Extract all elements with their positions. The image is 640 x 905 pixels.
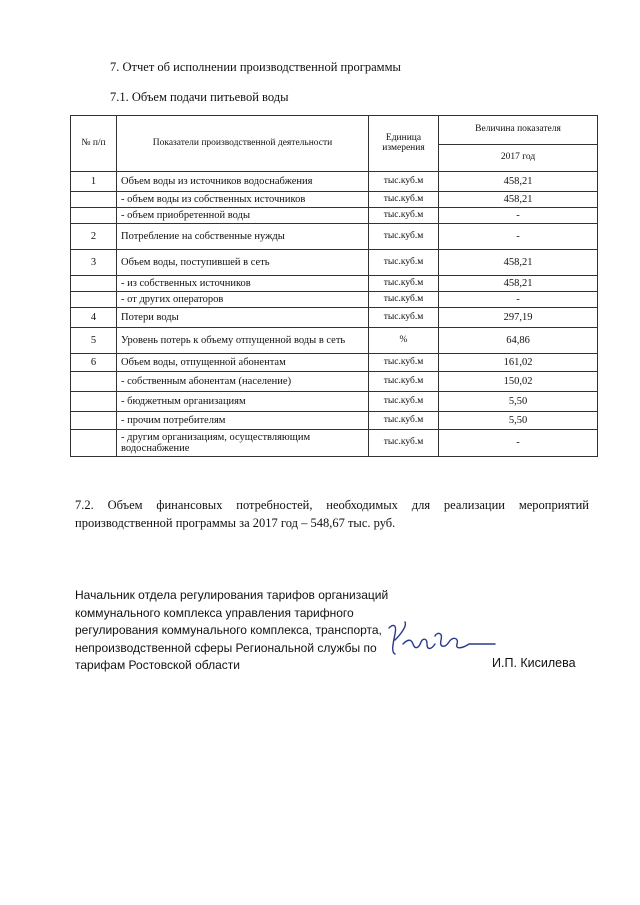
row-unit: тыс.куб.м — [369, 354, 439, 372]
header-year: 2017 год — [439, 145, 598, 172]
row-indicator: - объем воды из собственных источников — [117, 192, 369, 208]
row-num — [71, 372, 117, 392]
subsection-title: 7.1. Объем подачи питьевой воды — [110, 90, 289, 104]
header-value-group: Величина показателя — [439, 116, 598, 145]
row-indicator: - бюджетным организациям — [117, 392, 369, 412]
table-row — [71, 208, 598, 224]
table-row — [71, 250, 598, 276]
signature-position — [75, 587, 405, 675]
header-unit: Единица измерения — [369, 116, 439, 172]
row-num — [71, 192, 117, 208]
row-unit: тыс.куб.м — [369, 292, 439, 308]
position-line: тарифам Ростовской области — [75, 658, 240, 672]
row-unit: тыс.куб.м — [369, 276, 439, 292]
row-value: 5,50 — [439, 392, 598, 412]
position-line: регулирования коммунального комплекса, транспорта, — [75, 623, 382, 637]
row-value: 458,21 — [439, 250, 598, 276]
row-num — [71, 208, 117, 224]
row-num: 4 — [71, 308, 117, 328]
row-value: - — [439, 430, 598, 457]
handwritten-signature — [383, 614, 503, 662]
table-row — [71, 308, 598, 328]
row-num: 5 — [71, 328, 117, 354]
row-indicator: - из собственных источников — [117, 276, 369, 292]
header-indicator: Показатели производственной деятельности — [117, 116, 369, 172]
signatory-name: И.П. Кисилева — [492, 656, 576, 670]
position-line: непроизводственной сферы Региональной службы по — [75, 640, 377, 655]
table-row — [71, 276, 598, 292]
table-row — [71, 392, 598, 412]
table-row — [71, 430, 598, 457]
row-unit: тыс.куб.м — [369, 192, 439, 208]
water-supply-table — [70, 115, 598, 457]
row-value: 458,21 — [439, 276, 598, 292]
table-row — [71, 192, 598, 208]
row-indicator: - собственным абонентам (население) — [117, 372, 369, 392]
row-value: 458,21 — [439, 172, 598, 192]
row-indicator: Объем воды из источников водоснабжения — [117, 172, 369, 192]
row-num: 1 — [71, 172, 117, 192]
table-row — [71, 354, 598, 372]
row-num: 2 — [71, 224, 117, 250]
row-indicator: Объем воды, отпущенной абонентам — [117, 354, 369, 372]
row-unit: тыс.куб.м — [369, 172, 439, 192]
row-unit: тыс.куб.м — [369, 250, 439, 276]
row-unit: тыс.куб.м — [369, 308, 439, 328]
row-num — [71, 412, 117, 430]
row-unit: тыс.куб.м — [369, 412, 439, 430]
header-num: № п/п — [71, 116, 117, 172]
row-indicator: Потери воды — [117, 308, 369, 328]
row-num — [71, 430, 117, 457]
row-unit: тыс.куб.м — [369, 372, 439, 392]
section-title: 7. Отчет об исполнении производственной программы — [110, 60, 401, 74]
row-num: 3 — [71, 250, 117, 276]
row-unit: тыс.куб.м — [369, 224, 439, 250]
row-num: 6 — [71, 354, 117, 372]
financial-requirements-text: 7.2. Объем финансовых потребностей, необходимых для реализации мероприятий производственной программы за 2017 год – 548,67 тыс. руб. — [75, 498, 589, 530]
row-indicator: Объем воды, поступившей в сеть — [117, 250, 369, 276]
row-value: 5,50 — [439, 412, 598, 430]
row-num — [71, 276, 117, 292]
row-unit: тыс.куб.м — [369, 392, 439, 412]
row-unit: % — [369, 328, 439, 354]
row-value: 64,86 — [439, 328, 598, 354]
row-indicator: Уровень потерь к объему отпущенной воды в сеть — [117, 328, 369, 354]
table-row — [71, 292, 598, 308]
position-line: Начальник отдела регулирования тарифов организаций — [75, 588, 389, 602]
row-value: - — [439, 208, 598, 224]
row-value: - — [439, 224, 598, 250]
row-value: 297,19 — [439, 308, 598, 328]
row-unit: тыс.куб.м — [369, 430, 439, 457]
table-row — [71, 224, 598, 250]
row-value: 150,02 — [439, 372, 598, 392]
row-value: 458,21 — [439, 192, 598, 208]
row-indicator: - от других операторов — [117, 292, 369, 308]
row-value: 161,02 — [439, 354, 598, 372]
row-num — [71, 292, 117, 308]
row-unit: тыс.куб.м — [369, 208, 439, 224]
position-line: коммунального комплекса управления тарифного — [75, 605, 354, 620]
row-indicator: - прочим потребителям — [117, 412, 369, 430]
table-row — [71, 412, 598, 430]
row-indicator: Потребление на собственные нужды — [117, 224, 369, 250]
table-row — [71, 372, 598, 392]
row-value: - — [439, 292, 598, 308]
table-row — [71, 328, 598, 354]
table-row — [71, 172, 598, 192]
row-indicator: - объем приобретенной воды — [117, 208, 369, 224]
row-num — [71, 392, 117, 412]
row-indicator: - другим организациям, осуществляющим водоснабжение — [117, 430, 369, 457]
